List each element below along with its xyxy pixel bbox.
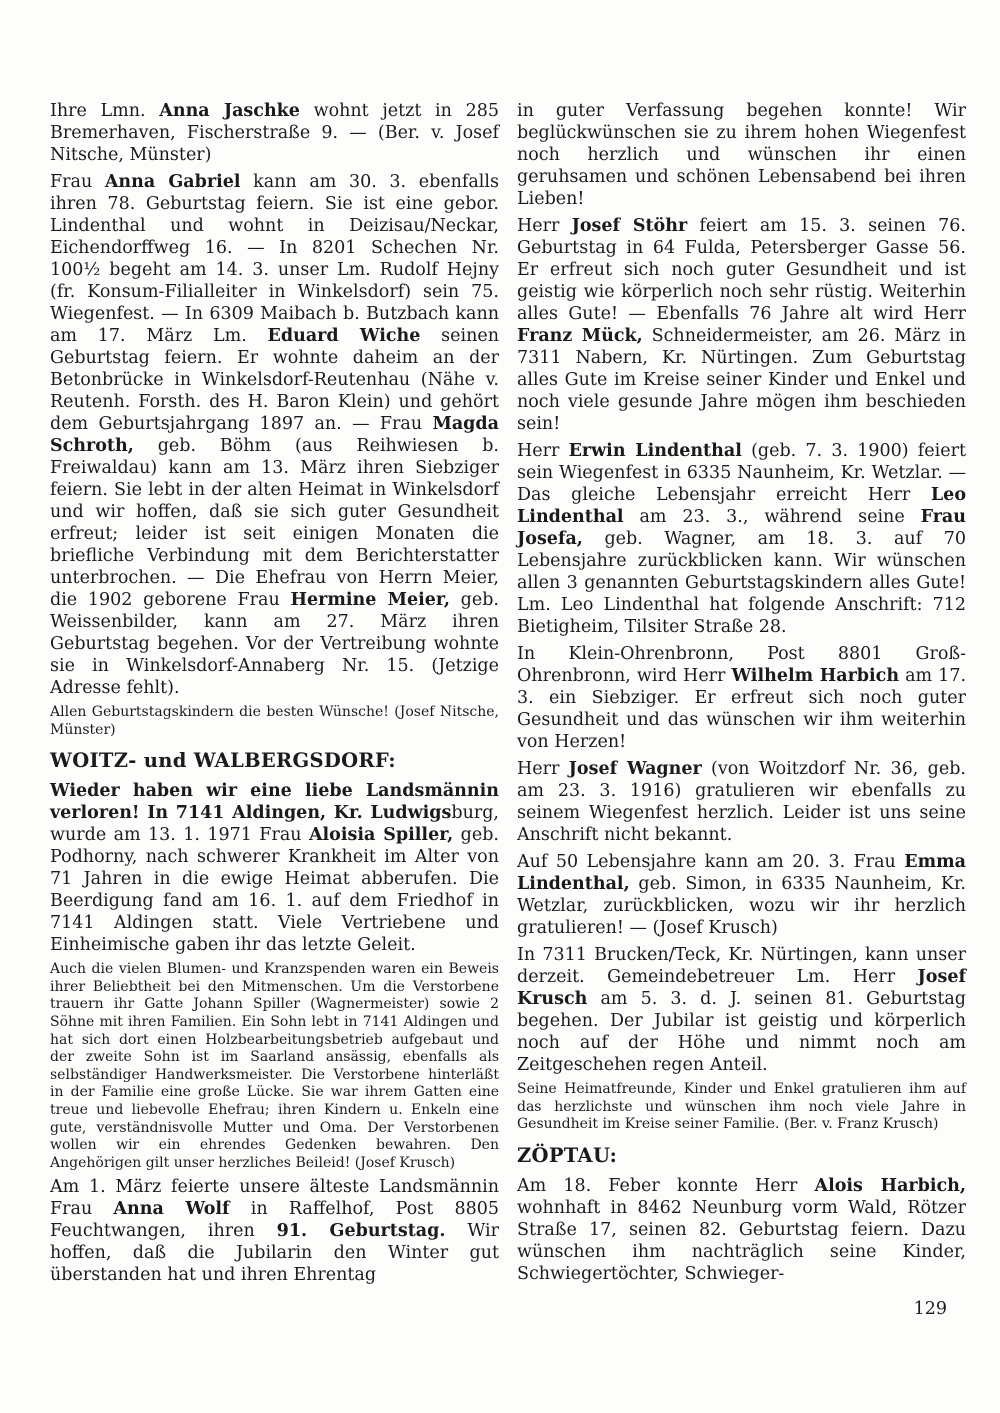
- bold-text-run: Aloisia Spiller,: [308, 825, 454, 846]
- text-run: Herr: [517, 216, 572, 236]
- bold-text-run: Emma Lindenthal,: [517, 852, 966, 894]
- bold-text-run: Franz Mück,: [517, 326, 643, 346]
- bold-text-run: Wilhelm Harbich: [731, 666, 900, 686]
- text-run: kann am 30. 3. ebenfalls ihren 78. Geburtstag feiern. Sie ist eine gebor. Lindenthal und wohnt in Deizisau/Neckar, Eichendorffweg 16. — In 8201 Schechen Nr. 100½ begeht am 14. 3. unser Lm. Rudolf Hejny (fr. Konsum-Filialleiter in Winkelsdorf) sein 75. Wiegenfest. — In 6309 Maibach b. Butzbach kann am 17. März Lm.: [50, 172, 499, 346]
- text-run: In 7311 Brucken/Teck, Kr. Nürtingen, kann unser derzeit. Gemeindebetreuer Lm. Herr: [517, 945, 966, 987]
- bold-text-run: Alois Harbich,: [814, 1175, 966, 1196]
- text-run: Schneidermeister, am 26. März in 7311 Nabern, Kr. Nürtingen. Zum Geburtstag alles Gute im Kreise seiner Kinder und Enkel und noch viele gesunde Jahre mögen ihm beschieden sein!: [517, 326, 966, 434]
- text-run: Seine Heimatfreunde, Kinder und Enkel gratulieren ihm auf das herzlichste und wünschen ihm noch viele Jahre in Gesundheit im Kreise seiner Familie. (Ber. v. Franz Krusch): [517, 1081, 966, 1133]
- text-run: in guter Verfassung begehen konnte! Wir beglückwünschen sie zu ihrem hohen Wiegenfest noch herzlich und wünschen ihr einen geruhsamen und schönen Lebensabend bei ihren Lieben!: [517, 101, 966, 209]
- text-run: Am 1. März feierte unsere älteste Landsmännin Frau: [50, 1177, 499, 1220]
- body-paragraph: [517, 440, 966, 638]
- text-run: Ihre Lmn.: [50, 101, 160, 121]
- body-paragraph: [517, 944, 966, 1076]
- body-paragraph: [50, 100, 499, 166]
- body-paragraph: [50, 1176, 499, 1286]
- bold-text-run: Anna Gabriel: [104, 172, 241, 192]
- bold-text-run: 91. Geburtstag.: [276, 1221, 446, 1242]
- bold-text-run: Wieder haben wir eine liebe Landsmännin verloren! In 7141 Aldingen, Kr. Ludwigs: [50, 781, 499, 824]
- text-run: feiert am 15. 3. seinen 76. Geburtstag in 64 Fulda, Petersberger Gasse 56. Er erfreut sich noch guter Gesundheit und ist geistig wie körperlich noch sehr rüstig. Weiterhin alles Gute! — Ebenfalls 76 Jahre alt wird Herr: [517, 216, 966, 324]
- text-run: geb. Podhorny, nach schwerer Krankheit im Alter von 71 Jahren in die ewige Heimat abberufen. Die Beerdigung fand am 16. 1. auf dem Friedhof in 7141 Aldingen statt. Viele Vertriebene und Einheimische gaben ihr das letzte Geleit.: [50, 825, 499, 956]
- bold-text-run: Erwin Lindenthal: [568, 441, 742, 461]
- text-run: in Raffelhof, Post 8805 Feuchtwangen, ihren: [50, 1199, 500, 1242]
- bold-text-run: Magda Schroth,: [50, 414, 499, 456]
- text-run: seinen Geburtstag feiern. Er wohnte daheim an der Betonbrücke in Winkelsdorf-Reutenhau (Nähe v. Reutenh. Forsth. des H. Baron Klein) und gehört dem Geburtsjahrgang 1897 an. — Frau: [50, 326, 499, 434]
- bold-text-run: Eduard Wiche: [267, 326, 421, 346]
- body-paragraph: [517, 758, 966, 846]
- bold-text-run: Josef Wagner: [568, 759, 702, 779]
- page-number: 129: [913, 1299, 947, 1319]
- text-run: Herr: [517, 441, 569, 461]
- text-run: geb. Simon, in 6335 Naunheim, Kr. Wetzlar, zurückblicken, wozu wir ihr herzlich gratulieren! — (Josef Krusch): [517, 874, 966, 938]
- note-paragraph: [50, 704, 499, 739]
- body-paragraph: [517, 100, 966, 210]
- text-run: am 5. 3. d. J. seinen 81. Geburtstag begehen. Der Jubilar ist geistig und körperlich noch auf der Höhe und nimmt noch am Zeitgeschehen regen Anteil.: [517, 989, 966, 1075]
- text-run: ZÖPTAU:: [517, 1143, 618, 1167]
- body-paragraph: [50, 780, 499, 956]
- section-heading: [50, 749, 499, 773]
- section-heading: [517, 1144, 966, 1168]
- text-run: (geb. 7. 3. 1900) feiert sein Wiegenfest in 6335 Naunheim, Kr. Wetzlar. — Das gleiche Lebensjahr erreicht Herr: [517, 441, 966, 505]
- bold-text-run: Anna Wolf: [113, 1199, 230, 1220]
- body-paragraph: [517, 1175, 966, 1285]
- text-run: Herr: [517, 759, 569, 779]
- text-run: am 23. 3., während seine: [623, 507, 921, 527]
- body-paragraph: [517, 643, 966, 753]
- bold-text-run: Hermine Meier,: [290, 590, 450, 610]
- bold-text-run: Leo Lindenthal: [517, 485, 966, 527]
- bold-text-run: Josef Krusch: [517, 967, 966, 1009]
- body-paragraph: [517, 215, 966, 435]
- text-run: am 17. 3. ein Siebziger. Er erfreut sich noch guter Gesundheit und das wünschen wir ihm weiterhin von Herzen!: [517, 666, 967, 752]
- bold-text-run: Anna Jaschke: [159, 101, 300, 121]
- text-run: Am 18. Feber konnte Herr: [517, 1175, 815, 1196]
- note-paragraph: [517, 1081, 966, 1134]
- text-run: geb. Weissenbilder, kann am 27. März ihren Geburtstag begehen. Vor der Vertreibung wohnte sie in Winkelsdorf-Annaberg Nr. 15. (Jetzige Adresse fehlt).: [50, 590, 499, 698]
- bold-text-run: Frau Josefa,: [517, 507, 966, 549]
- page-columns: [50, 100, 966, 1291]
- text-run: WOITZ- und WALBERGSDORF:: [50, 749, 396, 773]
- text-run: Allen Geburtstagskindern die besten Wünsche! (Josef Nitsche, Münster): [50, 704, 499, 738]
- text-run: (von Woitzdorf Nr. 36, geb. am 23. 3. 1916) gratulieren wir ebenfalls zu seinem Wiegenfest herzlich. Leider ist uns seine Anschrift nicht bekannt.: [517, 759, 966, 845]
- bold-text-run: Josef Stöhr: [571, 216, 688, 236]
- body-paragraph: [517, 851, 966, 939]
- note-paragraph: [50, 961, 499, 1172]
- text-run: Auch die vielen Blumen- und Kranzspenden waren ein Beweis ihrer Beliebtheit bei den Mitmenschen. Um die Verstorbene trauern ihr Gatte Johann Spiller (Wagnermeister) sowie 2 Söhne mit ihren Familien. Ein Sohn lebt in 7141 Aldingen und hat sich dort einen Holzbearbeitungsbetrieb aufgebaut und der zweite Sohn ist im Saarland ansässig, ebenfalls als selbständiger Handwerksmeister. Die Verstorbene hinterläßt in der Familie eine große Lücke. Sie war ihrem Gatten eine treue und liebevolle Ehefrau; ihren Kindern u. Enkeln eine gute, verständnisvolle Mutter und Oma. Der Verstorbenen wollen wir ein ehrendes Gedenken bewahren. Den Angehörigen gilt unser herzliches Beileid! (Josef Krusch): [50, 961, 499, 1171]
- text-run: wohnhaft in 8462 Neunburg vorm Wald, Rötzer Straße 17, seinen 82. Geburtstag feiern. Dazu wünschen ihm nachträglich seine Kinder, Schwiegertöchter, Schwieger-: [517, 1197, 966, 1284]
- column-left: [50, 100, 499, 1291]
- text-run: Frau: [50, 172, 105, 192]
- body-paragraph: [50, 171, 499, 699]
- text-run: geb. Böhm (aus Reihwiesen b. Freiwaldau) kann am 13. März ihren Siebziger feiern. Sie lebt in der alten Heimat in Winkelsdorf und wir hoffen, daß sie sich guter Gesundheit erfreut; leider ist seit einigen Monaten die briefliche Verbindung mit dem Berichterstatter unterbrochen. — Die Ehefrau von Herrn Meier, die 1902 geborene Frau: [50, 436, 499, 610]
- text-run: In Klein-Ohrenbronn, Post 8801 Groß-Ohrenbronn, wird Herr: [517, 644, 966, 686]
- text-run: geb. Wagner, am 18. 3. auf 70 Lebensjahre zurückblicken kann. Wir wünschen allen 3 genannten Geburtstagskindern alles Gute! Lm. Leo Lindenthal hat folgende Anschrift: 712 Bietigheim, Tilsiter Straße 28.: [517, 529, 966, 637]
- text-run: Wir hoffen, daß die Jubilarin den Winter gut überstanden hat und ihren Ehrentag: [50, 1221, 499, 1286]
- text-run: Auf 50 Lebensjahre kann am 20. 3. Frau: [517, 852, 905, 872]
- text-run: burg, wurde am 13. 1. 1971 Frau: [50, 803, 499, 846]
- column-right: [517, 100, 966, 1290]
- text-run: wohnt jetzt in 285 Bremerhaven, Fischerstraße 9. — (Ber. v. Josef Nitsche, Münster): [50, 101, 499, 165]
